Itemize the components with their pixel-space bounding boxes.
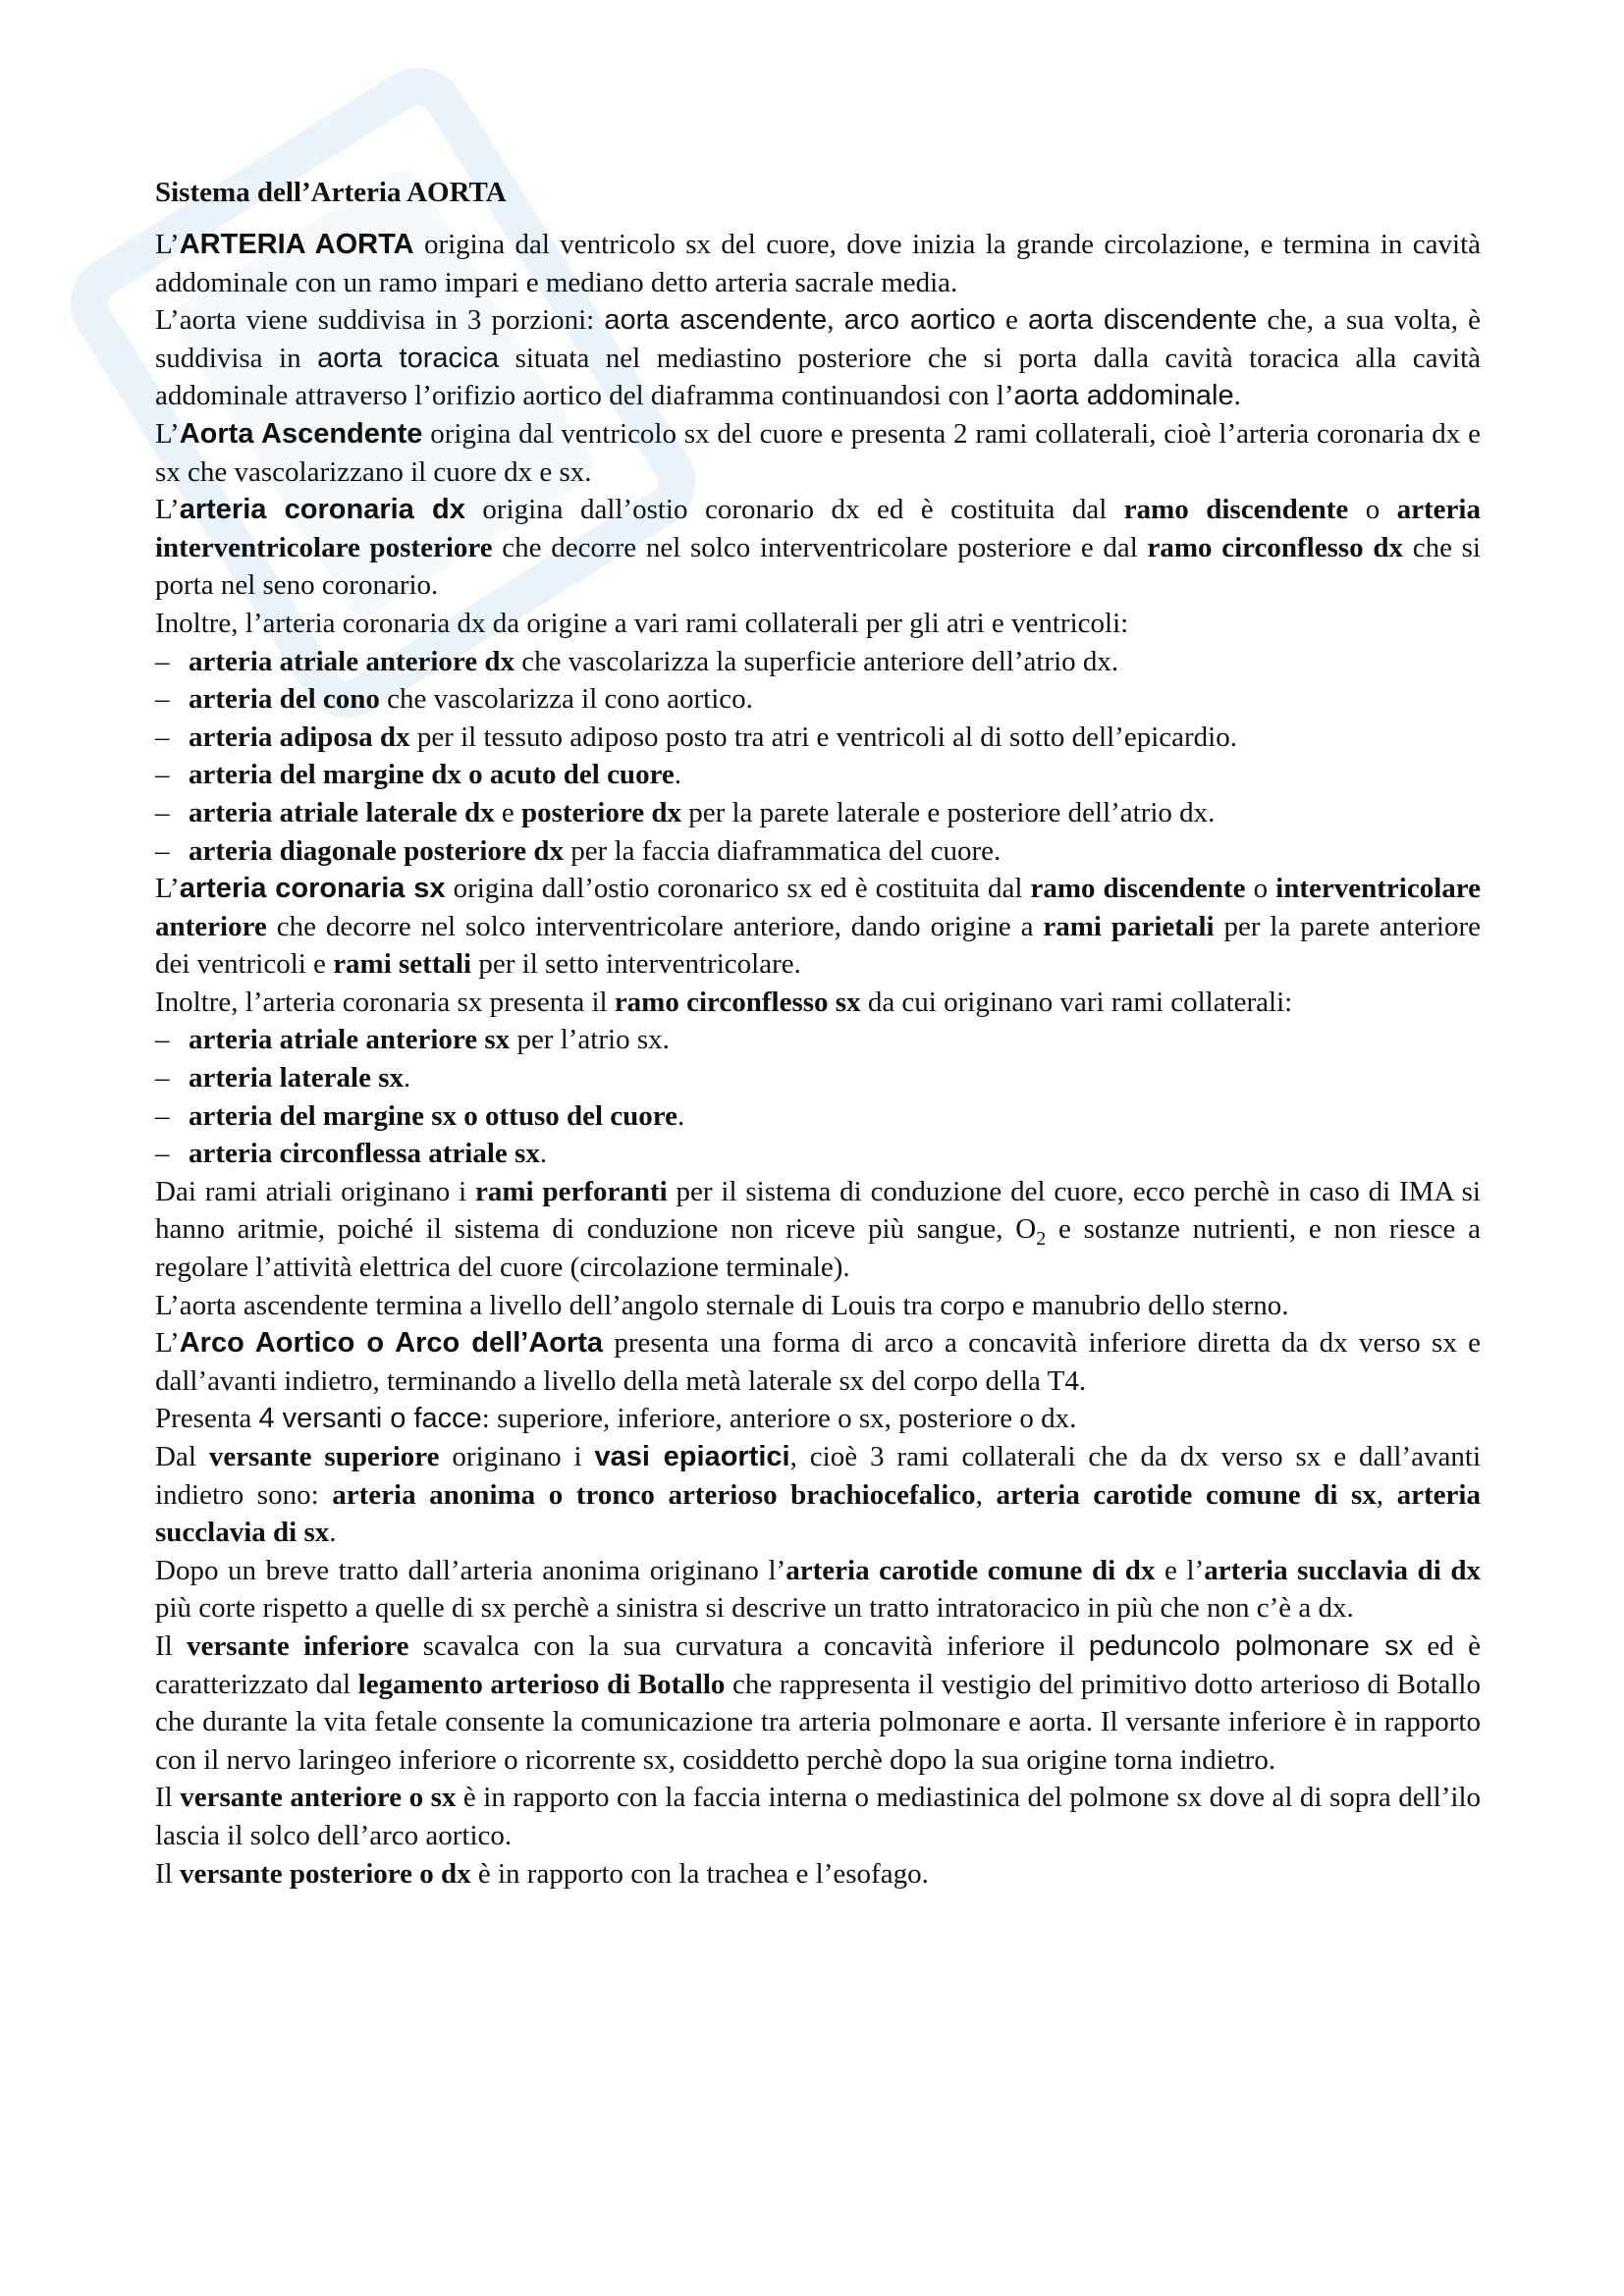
list-dash: – [155,1062,170,1095]
subscript-text: 2 [1036,1228,1047,1251]
paragraph-coronaria-dx-rami: Inoltre, l’arteria coronaria dx da origine a vari rami collaterali per gli atri e ventricoli: [155,607,1129,639]
emphasis-text: ramo circonflesso sx [614,986,861,1018]
emphasis-text: aorta ascendente [604,304,828,337]
emphasis-text: ramo circonflesso dx [1147,531,1404,563]
emphasis-text: peduncolo polmonare sx [1088,1629,1414,1662]
emphasis-text: versante anteriore o sx [180,1782,457,1814]
document-page [155,173,1481,1893]
emphasis-text: arteria atriale anteriore dx [189,645,515,677]
list-dash: – [155,645,170,677]
emphasis-text: interventricolare anteriore [155,873,1481,942]
emphasis-text: arteria diagonale posteriore dx [189,834,565,867]
emphasis-text: arteria anonima o tronco arterioso brachiocefalico [332,1478,976,1511]
paragraph-aorta-portions: L’aorta viene suddivisa in 3 porzioni: aorta ascendente, arco aortico e aorta discendente che, a sua volta, è suddivisa in aorta toracica situata nel mediastino posteriore che si porta dalla cavità toracica alla cavità addominale attraverso l’orifizio aortico del diaframma continuandosi con l’aorta addominale. [155,304,1481,412]
emphasis-text: arteria atriale laterale dx [189,796,495,828]
list-dash: – [155,1138,170,1170]
paragraph-aorta-intro: L’ARTERIA AORTA origina dal ventricolo sx del cuore, dove inizia la grande circolazione, e termina in cavità addominale con un ramo impari e mediano detto arteria sacrale media. [155,229,1481,298]
emphasis-text: aorta discendente [1028,304,1258,337]
list-dash: – [155,683,170,716]
paragraph-arteria-anonima: Dopo un breve tratto dall’arteria anonima originano l’arteria carotide comune di dx e l’arteria succlavia di dx più corte rispetto a quelle di sx perchè a sinistra si descrive un tratto intratoracico in più che non c’è a dx. [155,1554,1481,1625]
list-dash: – [155,721,170,753]
paragraph-coronaria-sx: L’arteria coronaria sx origina dall’ostio coronarico sx ed è costituita dal ramo discendente o interventricolare anteriore che decorre nel solco interventricolare anteriore, dando origine a rami parietali per la parete anteriore dei ventricoli e rami settali per il setto interventricolare. [155,873,1481,981]
paragraph-versanti: Presenta 4 versanti o facce: superiore, inferiore, anteriore o sx, posteriore o dx. [155,1403,1077,1435]
emphasis-text: arteria del margine sx o ottuso del cuore [189,1099,678,1132]
paragraph-versante-anteriore: Il versante anteriore o sx è in rapporto con la faccia interna o mediastinica del polmone sx dove al di sopra dell’ilo lascia il solco dell’arco aortico. [155,1782,1482,1851]
emphasis-text: rami parietali [1043,910,1215,942]
paragraph-versante-superiore: Dal versante superiore originano i vasi epiaortici, cioè 3 rami collaterali che da dx verso sx e dall’avanti indietro sono: arteria anonima o tronco arterioso brachiocefalico, arteria carotide comune di sx, arteria succlavia di sx. [155,1441,1482,1549]
document-title: Sistema dell’Arteria AORTA [155,177,507,208]
list-item: – arteria del margine sx o ottuso del cuore. [155,1097,1481,1136]
emphasis-text: arteria laterale sx [189,1062,405,1095]
emphasis-text: arteria coronaria sx [179,873,446,905]
list-item: – arteria adiposa dx per il tessuto adiposo posto tra atri e ventricoli al di sotto dell’epicardio. [155,719,1481,757]
paragraph-rami-perforanti: Dai rami atriali originano i rami perforanti per il sistema di conduzione del cuore, ecco perchè in caso di IMA si hanno aritmie, poiché il sistema di conduzione non riceve più sangue, $O_2$ e sostanze nutrienti, e non riesce a regolare l’attività elettrica del cuore (circolazione terminale). [155,1175,1481,1284]
emphasis-text: 4 versanti o facce [258,1403,482,1435]
paragraph-aorta-termina: L’aorta ascendente termina a livello dell’angolo sternale di Louis tra corpo e manubrio dello sterno. [155,1289,1289,1321]
list-item: – arteria atriale anteriore dx che vascolarizza la superficie anteriore dell’atrio dx. [155,643,1481,681]
emphasis-text: ramo discendente [1123,494,1349,526]
list-item: – arteria circonflessa atriale sx. [155,1135,1481,1173]
emphasis-text: arteria del margine dx o acuto del cuore [189,759,675,791]
emphasis-text: arco aortico [843,304,996,337]
emphasis-text: legamento arterioso di Botallo [357,1668,726,1700]
emphasis-text: Aorta Ascendente [179,417,423,450]
emphasis-text: arteria atriale anteriore sx [189,1024,511,1056]
emphasis-text: versante inferiore [187,1629,409,1662]
emphasis-text: arteria interventricolare posteriore [155,494,1481,563]
list-dash: – [155,1099,170,1132]
paragraph-coronaria-dx: L’arteria coronaria dx origina dall’ostio coronario dx ed è costituita dal ramo discendente o arteria interventricolare posteriore che decorre nel solco interventricolare posteriore e dal ramo circonflesso dx che si porta nel seno coronario. [155,494,1481,602]
emphasis-text: Arco Aortico o Arco dell’Aorta [179,1327,604,1360]
emphasis-text: arteria succlavia di sx [155,1478,1481,1549]
emphasis-text: ramo discendente [1030,873,1246,905]
list-item: – arteria del margine dx o acuto del cuore. [155,756,1481,794]
paragraph-versante-inferiore: Il versante inferiore scavalca con la sua curvatura a concavità inferiore il peduncolo polmonare sx ed è caratterizzato dal legamento arterioso di Botallo che rappresenta il vestigio del primitivo dotto arterioso di Botallo che durante la vita fetale consente la comunicazione tra arteria polmonare e aorta. Il versante inferiore è in rapporto con il nervo laringeo inferiore o ricorrente sx, cosiddetto perchè dopo la sua origine torna indietro. [155,1629,1481,1776]
emphasis-text: arteria del cono [189,683,380,716]
list-item: – arteria atriale anteriore sx per l’atrio sx. [155,1021,1481,1059]
emphasis-text: posteriore dx [520,796,681,828]
list-item: – arteria atriale laterale dx e posteriore dx per la parete laterale e posteriore dell’atrio dx. [155,794,1481,832]
emphasis-text: vasi epiaortici [594,1441,790,1472]
emphasis-text: arteria coronaria dx [179,494,465,526]
paragraph-versante-posteriore: Il versante posteriore o dx è in rapporto con la trachea e l’esofago. [155,1857,929,1890]
emphasis-text: rami perforanti [475,1175,668,1207]
list-dash: – [155,796,170,828]
paragraph-arco-aortico: L’Arco Aortico o Arco dell’Aorta presenta una forma di arco a concavità inferiore diretta da dx verso sx e dall’avanti indietro, terminando a livello della metà laterale sx del corpo della T4. [155,1327,1482,1397]
emphasis-text: versante posteriore o dx [179,1857,471,1890]
emphasis-text: arteria carotide comune di sx [996,1478,1377,1511]
list-dash: – [155,759,170,791]
list-item: – arteria laterale sx. [155,1059,1481,1097]
list-dash: – [155,834,170,867]
list-item: – arteria del cono che vascolarizza il cono aortico. [155,680,1481,719]
emphasis-text: ARTERIA AORTA [179,229,414,260]
emphasis-text: aorta toracica [317,342,500,374]
emphasis-text: rami settali [333,948,472,981]
paragraph-coronaria-sx-rami: Inoltre, l’arteria coronaria sx presenta il ramo circonflesso sx da cui originano vari rami collaterali: [155,986,1293,1018]
list-item: – arteria diagonale posteriore dx per la faccia diaframmatica del cuore. [155,832,1481,871]
emphasis-text: aorta addominale [1013,380,1234,412]
emphasis-text: arteria circonflessa atriale sx [189,1138,540,1170]
emphasis-text: arteria carotide comune di dx [785,1554,1156,1586]
emphasis-text: arteria succlavia di dx [1204,1554,1481,1586]
emphasis-text: arteria adiposa dx [189,721,410,753]
emphasis-text: versante superiore [208,1441,440,1472]
paragraph-aorta-ascendente: L’Aorta Ascendente origina dal ventricolo sx del cuore e presenta 2 rami collaterali, cioè l’arteria coronaria dx e sx che vascolarizzano il cuore dx e sx. [155,417,1481,488]
list-dash: – [155,1024,170,1056]
